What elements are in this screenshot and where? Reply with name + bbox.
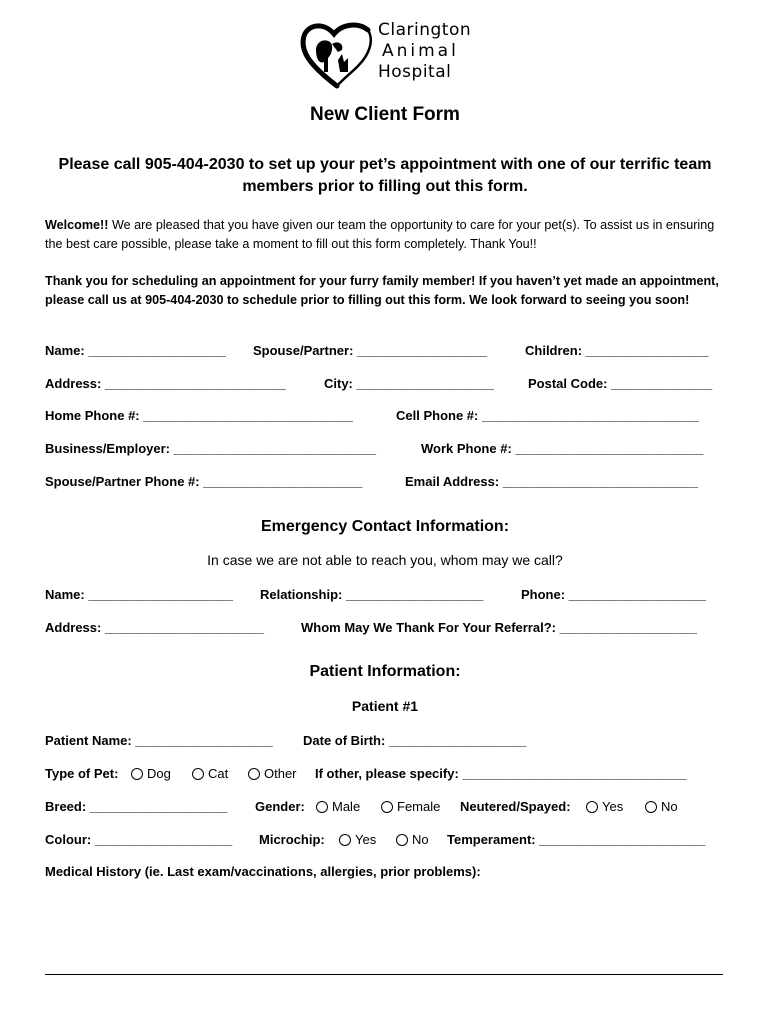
radio-icon[interactable] [396, 834, 408, 846]
pet-type-other-option[interactable]: Other [248, 766, 297, 781]
spouse-phone-field[interactable]: Spouse/Partner Phone #: ______________________ [45, 474, 363, 489]
colour-field[interactable]: Colour: ___________________ [45, 832, 233, 847]
work-phone-field[interactable]: Work Phone #: __________________________ [421, 441, 704, 456]
hospital-logo [298, 20, 478, 90]
business-employer-field[interactable]: Business/Employer: ____________________________ [45, 441, 377, 456]
neutered-label: Neutered/Spayed: [460, 799, 571, 814]
gender-label: Gender: [255, 799, 305, 814]
temperament-field[interactable]: Temperament: _______________________ [447, 832, 706, 847]
gender-female-option[interactable]: Female [381, 799, 440, 814]
patient-name-field[interactable]: Patient Name: ___________________ [45, 733, 273, 748]
dob-field[interactable]: Date of Birth: ___________________ [303, 733, 527, 748]
emergency-question: In case we are not able to reach you, whom may we call? [207, 552, 563, 568]
welcome-text: We are pleased that you have given our team the opportunity to care for your pet(s). To assist us in ensuring the best care possible, please take a moment to fill out this form completely. Thank You!! [45, 218, 715, 251]
medical-history-line[interactable] [45, 974, 723, 975]
city-field[interactable]: City: ___________________ [324, 376, 494, 391]
radio-icon[interactable] [192, 768, 204, 780]
postal-code-field[interactable]: Postal Code: ______________ [528, 376, 713, 391]
emergency-heading: Emergency Contact Information: [260, 518, 510, 535]
heart-pet-logo-icon [298, 20, 376, 90]
welcome-paragraph [45, 216, 735, 253]
microchip-no-option[interactable]: No [396, 832, 429, 847]
type-of-pet-label: Type of Pet: [45, 766, 119, 781]
radio-icon[interactable] [339, 834, 351, 846]
patient-heading: Patient Information: [309, 663, 461, 680]
logo-wordmark [378, 20, 471, 83]
email-field[interactable]: Email Address: ___________________________ [405, 474, 698, 489]
radio-icon[interactable] [645, 801, 657, 813]
thanks-paragraph: Thank you for scheduling an appointment for your furry family member! If you haven’t yet made an appointment, please call us at 905-404-2030 to schedule prior to filling out this form. We look forward to seeing you soon! [45, 274, 719, 307]
cell-phone-field[interactable]: Cell Phone #: ______________________________ [396, 408, 699, 423]
welcome-lead: Welcome!! [45, 218, 109, 232]
neutered-no-option[interactable]: No [645, 799, 678, 814]
home-phone-field[interactable]: Home Phone #: _____________________________ [45, 408, 353, 423]
emergency-phone-field[interactable]: Phone: ___________________ [521, 587, 707, 602]
address-field[interactable]: Address: _________________________ [45, 376, 286, 391]
radio-icon[interactable] [131, 768, 143, 780]
form-subtitle: Please call 905-404-2030 to set up your pet’s appointment with one of our terrific team members prior to filling out this form. [58, 156, 712, 195]
logo-line-2: Animal [382, 41, 459, 61]
pet-type-cat-option[interactable]: Cat [192, 766, 228, 781]
microchip-label: Microchip: [259, 832, 325, 847]
microchip-yes-option[interactable]: Yes [339, 832, 376, 847]
radio-icon[interactable] [381, 801, 393, 813]
radio-icon[interactable] [248, 768, 260, 780]
referral-field[interactable]: Whom May We Thank For Your Referral?: ___________________ [301, 620, 697, 635]
radio-icon[interactable] [586, 801, 598, 813]
children-field[interactable]: Children: _________________ [525, 343, 709, 358]
spouse-field[interactable]: Spouse/Partner: __________________ [253, 343, 488, 358]
gender-male-option[interactable]: Male [316, 799, 360, 814]
form-title: New Client Form [310, 104, 460, 125]
other-specify-field[interactable]: If other, please specify: _______________________________ [315, 766, 687, 781]
pet-type-dog-option[interactable]: Dog [131, 766, 171, 781]
client-name-field[interactable]: Name: ___________________ [45, 343, 226, 358]
medical-history-label: Medical History (ie. Last exam/vaccinations, allergies, prior problems): [45, 864, 481, 879]
emergency-address-field[interactable]: Address: ______________________ [45, 620, 265, 635]
breed-field[interactable]: Breed: ___________________ [45, 799, 228, 814]
relationship-field[interactable]: Relationship: ___________________ [260, 587, 484, 602]
neutered-yes-option[interactable]: Yes [586, 799, 623, 814]
logo-line-1: Clarington [378, 20, 472, 40]
radio-icon[interactable] [316, 801, 328, 813]
emergency-name-field[interactable]: Name: ____________________ [45, 587, 233, 602]
logo-line-3: Hospital [378, 62, 452, 82]
patient-subheading: Patient #1 [351, 698, 419, 714]
